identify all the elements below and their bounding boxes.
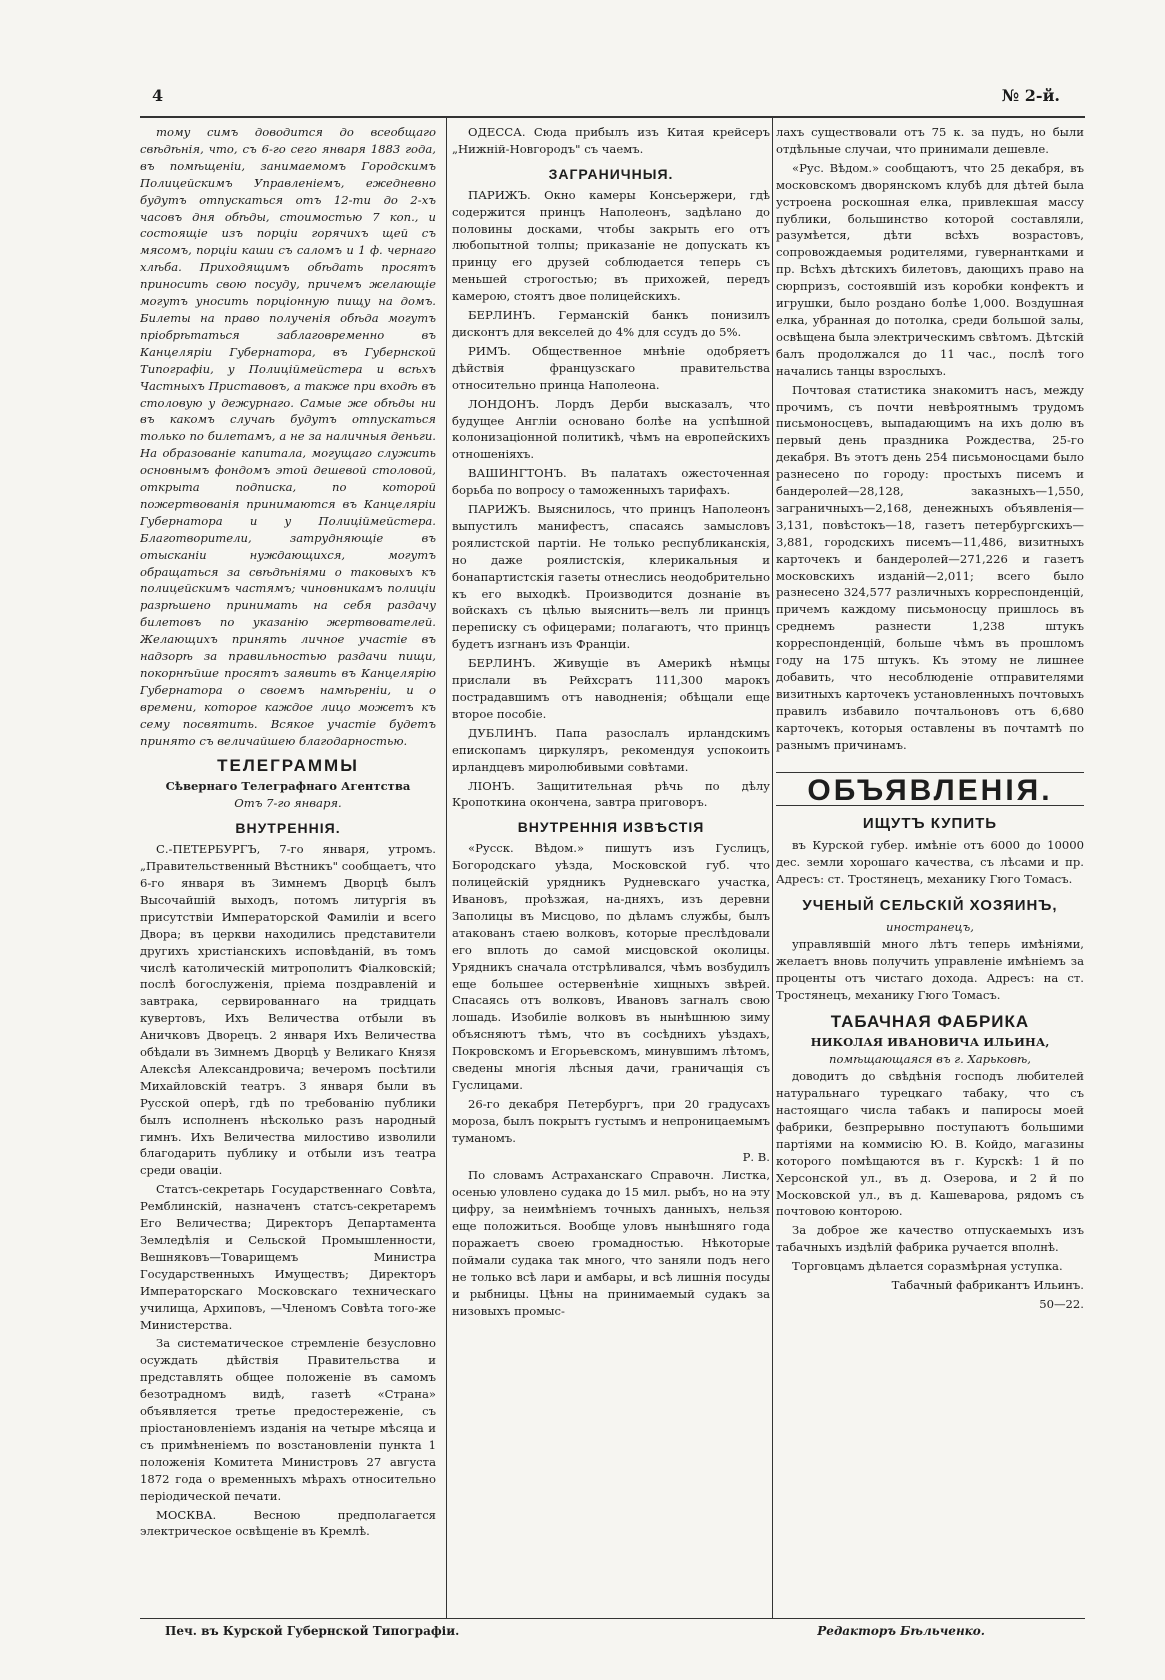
article-astrakhan: По словамъ Астраханскаго Справочн. Листка, осенью уловлено судака до 15 мил. рыбъ, но на эту цифру, за неимѣніемъ точныхъ данныхъ, нельзя еще положиться. Вообще уловъ нынѣшняго года поражаетъ своею громадностью. Нѣкоторые поймали судака так много, что заняли подъ него не только всѣ лари и амбары, и всѣ лишнія посуды и рыбницы. Цѣны на принимаемый судакъ за низовыхъ промыс- <box>452 1168 770 1318</box>
article-moscow: МОСКВА. Весною предполагается электрическое освѣщеніе въ Кремлѣ. <box>140 1507 436 1539</box>
ad-tobacco-heading: ТАБАЧНАЯ ФАБРИКА <box>830 1011 1030 1031</box>
article-london: ЛОНДОНЪ. Лордъ Дерби высказалъ, что будущее Англіи основано болѣе на успѣшной колонизаціонной политикѣ, чѣмъ на европейскихъ отношеніяхъ. <box>452 396 770 462</box>
article-washington: ВАШИНГТОНЪ. Въ палатахъ ожесточенная борьба по вопросу о таможенныхъ тарифахъ. <box>452 466 770 498</box>
article-dublin: ДУБЛИНЪ. Папа разослалъ ирландскимъ епископамъ циркуляръ, рекомендуя успокоить ирландцевъ миролюбивыми совѣтами. <box>452 725 770 774</box>
article-astrakhan-cont: лахъ существовали отъ 75 к. за пудъ, но были отдѣльные случаи, что принимали дешевле. <box>776 125 1084 156</box>
column-divider-1 <box>446 118 447 1618</box>
editor-line: Редакторъ Бѣльченко. <box>817 1624 985 1638</box>
ad-tobacco-location: помѣщающаяся въ г. Харьковѣ, <box>829 1052 1031 1067</box>
ad-tobacco-text: доводитъ до свѣдѣнія господъ любителей натуральнаго турецкаго табаку, что съ настоящаго числа табакъ и папиросы моей фабрики, безпрерывно поступаютъ большими партіями на коммисію Ю. В. Койдо, магазины которого помѣщаются въ г. Курскѣ: 1 й по Херсонской ул., въ д. Озерова, и 2 й по Московской ул., въ д. Кашеварова, рядомъ съ почтовою конторою. <box>776 1069 1084 1219</box>
article-postal-stats: Почтовая статистика знакомитъ насъ, между прочимъ, съ почти невѣроятнымъ трудомъ письмоносцевъ, выпадающимъ на ихъ долю въ первый день праздника Рождества, 25-го декабря. Въ этотъ день 254 письмоносцами было разнесено по городу: простыхъ писемъ и бандеролей—28,128, заказныхъ—1,550, заграничныхъ—2,168, денежныхъ объявленія—3,131, повѣстокъ—18, газетъ петербургскихъ—3,881, городскихъ писемъ—11,486, визитныхъ карточекъ и бандеролей—271,226 и газетъ московскихъ изданій—2,011; всего было разнесено 324,577 различныхъ корреспонденцій, причемъ каждому письмоносцу пришлось въ среднемъ разнести 1,238 штукъ корреспонденцій, больше чѣмъ въ прошломъ году на 175 штукъ. Къ этому не лишнее добавить, что несоблюденіе отправителями визитныхъ карточекъ установленныхъ почтовыхъ правилъ избавило почтальоновъ отъ 6,680 карточекъ, которыя оставлены въ почтамтѣ по разнымъ причинамъ. <box>776 382 1084 752</box>
column-1 <box>140 124 436 1614</box>
article-appointments: Статсъ-секретарь Государственнаго Совѣта, Ремблинскій, назначенъ статсъ-секретаремъ Его Величества; Директоръ Департамента Земледѣлія и Сельской Промышленности, Вешняковъ—Товарищемъ Министра Государственныхъ Имуществъ; Директоръ Императорскаго Московскаго техническаго училища, Архиповъ, —Членомъ Совѣта того-же Министерства. <box>140 1182 436 1332</box>
telegrams-heading: ТЕЛЕГРАММЫ <box>217 755 359 775</box>
article-fog: 26-го декабря Петербургъ, при 20 градусахъ мороза, былъ покрытъ густымъ и непроницаемымъ туманомъ. <box>452 1096 770 1145</box>
printer-line: Печ. въ Курской Губернской Типографіи. <box>165 1624 460 1638</box>
ad-tobacco-owner: НИКОЛАЯ ИВАНОВИЧА ИЛЬИНА, <box>810 1035 1050 1050</box>
dining-notice: тому симъ доводится до всеобщаго свѣдѣнія, что, съ 6-го сего января 1883 года, въ помѣщеніи, занимаемомъ Городскимъ Полицейскимъ Управленіемъ, ежедневно будутъ отпускаться отъ 12-ти до 2-хъ часовъ дня обѣды, стоимостью 7 коп., и состоящіе изъ порціи горячихъ щей съ мясомъ, порціи каши съ саломъ и 1 ф. чернаго хлѣба. Приходящимъ обѣдать просятъ приносить свою посуду, причемъ желающіе могутъ уносить порціонную пищу на домъ. Билеты на право полученія обѣда могутъ пріобрѣтаться заблаговременно въ Канцеляріи Губернатора, въ Губернской Типографіи, у Полиціймейстера и всѣхъ Частныхъ Приставовъ, а также при входѣ въ столовую у дежурнаго. Самые же обѣды ни въ какомъ случаѣ будутъ отпускаться только по билетамъ, а не за наличныя деньги. На образованіе капитала, могущаго служить основнымъ фондомъ этой дешевой столовой, открыта подписка, по которой пожертвованія принимаются въ Канцеляріи Губернатора и у Полиціймейстера. Благотворители, затрудняющіе въ отысканіи нуждающихся, могутъ обращаться за свѣдѣніями о таковыхъ къ полицейскимъ частямъ; чиновникамъ полиціи разрѣшено принимать на себя раздачу билетовъ по указанію жертвователей. Желающихъ принять личное участіе въ надзорѣ за правильностью раздачи пищи, покорнѣйше просятъ заявить въ Канцелярію Губернатора о своемъ намѣреніи, и о времени, которое каждое лицо можетъ къ сему посвятить. Всякое участіе будетъ принято съ величайшею благодарностью. <box>140 125 436 748</box>
ad-tobacco-quality: За доброе же качество отпускаемыхъ изъ табачныхъ издѣлій фабрика ручается вполнѣ. <box>776 1223 1084 1255</box>
inner-news-heading: ВНУТРЕННІЯ ИЗВѢСТІЯ <box>517 819 705 836</box>
issue-number: № 2-й. <box>1001 86 1060 105</box>
article-paris-1: ПАРИЖЪ. Окно камеры Консьержери, гдѣ содержится принцъ Наполеонъ, задѣлано до половины досками, чтобы закрыть его отъ любопытной толпы; приказаніе не допускать къ принцу его друзей соблюдается теперь съ меньшей строгостью; въ прихожей, передъ камерою, стоятъ двое полицейскихъ. <box>452 187 770 304</box>
article-rome: РИМЪ. Общественное мнѣніе одобряетъ дѣйствія французскаго правительства относительно принца Наполеона. <box>452 343 770 392</box>
article-christmas-tree: «Рус. Вѣдом.» сообщаютъ, что 25 декабря, въ московскомъ дворянскомъ клубѣ для дѣтей была устроена роскошная елка, привлекшая массу публики, большинство которой составляли, разумѣется, дѣти всѣхъ возрастовъ, сопровождаемыя родителями, гувернантками и пр. Всѣхъ дѣтскихъ билетовъ, дающихъ право на сюрпризъ, состоявшій изъ коробки конфектъ и игрушки, было роздано болѣе 1,000. Воздушная елка, убранная до потолка, среди большой залы, освѣщена была электрическимъ свѣтомъ. Дѣтскій балъ продолжался до 11 час., послѣ того начались танцы взрослыхъ. <box>776 160 1084 378</box>
signature-rv: Р. В. <box>742 1149 770 1164</box>
column-3 <box>776 124 1084 1614</box>
article-wolves: «Русск. Вѣдом.» пишутъ изъ Гуслицъ, Богородскаго уѣзда, Московской губ. что полицейскій урядникъ Рудневскаго участка, Ивановъ, проѣзжая, на-дняхъ, изъ деревни Заполицы въ Мисцово, по дѣламъ службы, былъ атакованъ стаею волковъ, которые преслѣдовали его вплоть до самой мисцовской околицы. Урядникъ сначала отстрѣливался, чѣмъ возбудилъ еще большее остервенѣніе хищныхъ звѣрей. Спасаясь отъ волковъ, Ивановъ загналъ свою лошадь. Изобиліе волковъ въ нынѣшнюю зиму объясняютъ тѣмъ, что въ сосѣднихъ уѣздахъ, Покровскомъ и Егорьевскомъ, минувшимъ лѣтомъ, сведены многія лѣсныя дачи, граничащія съ Гуслицами. <box>452 841 770 1092</box>
bottom-rule <box>140 1618 1085 1619</box>
inner-telegrams-heading: ВНУТРЕННІЯ. <box>235 820 341 837</box>
ad-buy-text: въ Курской губер. имѣніе отъ 6000 до 10000 дес. земли хорошаго качества, съ лѣсами и пр. Адресъ: ст. Тростянецъ, механику Гюго Томасъ. <box>776 838 1084 887</box>
article-petersburg: С.-ПЕТЕРБУРГЪ, 7-го января, утромъ. „Правительственный Вѣстникъ" сообщаетъ, что 6-го января въ Зимнемъ Дворцѣ былъ Высочайшій выходъ, потомъ литургія въ присутствіи Императорской Фамиліи и всего Двора; въ церкви находились представители другихъ христіанскихъ исповѣданій, въ томъ числѣ католическій митрополитъ Фіалковскій; послѣ богослуженія, пріема поздравленій и завтрака, сервированнаго на тридцать кувертовъ, Ихъ Величества отбыли въ Аничковъ Дворецъ. 2 января Ихъ Величества обѣдали въ Зимнемъ Дворцѣ у Великаго Князя Алексѣя Александровича; вечеромъ посѣтили Михайловскій театръ. 3 января были въ Русской оперѣ, гдѣ по требованію публики былъ исполненъ нѣсколько разъ народный гимнъ. Ихъ Величества милостиво изволили благодарить публику и отбыли изъ театра среди оваціи. <box>140 842 436 1178</box>
column-divider-2 <box>772 118 773 1618</box>
ad-tobacco-number: 50—22. <box>1039 1297 1084 1311</box>
ad-tobacco-signature: Табачный фабрикантъ Ильинъ. <box>891 1278 1084 1293</box>
column-2 <box>452 124 770 1614</box>
top-rule <box>140 116 1085 118</box>
page-number-left: 4 <box>152 86 164 105</box>
ad-buy-heading: ИЩУТЪ КУПИТЬ <box>862 815 998 833</box>
ad-farmer-heading: УЧЕНЫЙ СЕЛЬСКІЙ ХОЗЯИНЪ, <box>802 897 1058 915</box>
foreign-heading: ЗАГРАНИЧНЫЯ. <box>548 165 674 182</box>
agency-name: Сѣвернаго Телеграфнаго Агентства <box>165 779 411 794</box>
article-paris-2: ПАРИЖЪ. Выяснилось, что принцъ Наполеонъ выпустилъ манифестъ, спасаясь замысловъ роялистской партіи. Не только республиканскія, но даже роялистскія, клерикальныя и бонапартистскія газеты отнеслись неодобрительно къ его выходкѣ. Производится дознаніе въ войскахъ съ цѣлью выяснить—велъ ли принцъ переписку съ офицерами; полагаютъ, что принцъ будетъ изгнанъ изъ Франціи. <box>452 502 770 652</box>
ad-tobacco-discount: Торговцамъ дѣлается соразмѣрная уступка. <box>792 1259 1063 1274</box>
agency-date: Отъ 7-го января. <box>234 796 342 811</box>
article-odessa: ОДЕССА. Сюда прибылъ изъ Китая крейсеръ „Нижній-Новгородъ" съ чаемъ. <box>452 125 770 156</box>
article-berlin-2: БЕРЛИНЪ. Живущіе въ Америкѣ нѣмцы прислали въ Рейхсратъ 111,300 марокъ пострадавшимъ отъ наводненія; обѣщали еще второе пособіе. <box>452 656 770 721</box>
ad-farmer-sub: иностранецъ, <box>886 919 974 934</box>
advertisements-heading: ОБЪЯВЛЕНІЯ. <box>776 772 1084 807</box>
article-strana: За систематическое стремленіе безусловно осуждать дѣйствія Правительства и представлять общее положеніе въ самомъ безотрадномъ видѣ, газетѣ «Страна» объявляется третье предостереженіе, съ пріостановленіемъ изданія на четыре мѣсяца и съ примѣненіемъ по возстановленіи пункта 1 положенія Комитета Министровъ 27 августа 1872 года о временныхъ мѣрахъ относительно періодической печати. <box>140 1336 436 1503</box>
ad-farmer-text: управлявшій много лѣтъ теперь имѣніями, желаетъ вновь получить управленіе имѣніемъ за проценты отъ чистаго дохода. Адресъ: на ст. Тростянецъ, механику Гюго Томасъ. <box>776 936 1084 1002</box>
article-berlin-1: БЕРЛИНЪ. Германскій банкъ понизилъ дисконтъ для векселей до 4% для ссудъ до 5%. <box>452 308 770 339</box>
article-lyon: ЛІОНЪ. Защитительная рѣчь по дѣлу Кропоткина окончена, завтра приговоръ. <box>452 778 770 810</box>
